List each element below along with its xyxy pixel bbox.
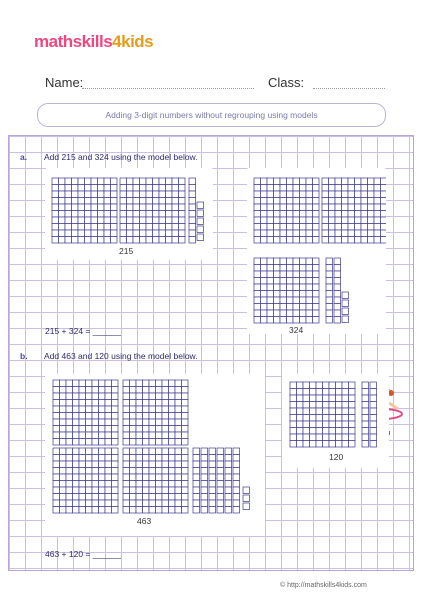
- problem-a-model2-number: 324: [289, 325, 304, 335]
- ten-rod: [209, 448, 216, 513]
- one-unit: [197, 226, 204, 233]
- hundred-flat: [123, 380, 188, 445]
- hundred-flat: [254, 258, 319, 323]
- problem-a-instruction: Add 215 and 324 using the model below.: [44, 152, 198, 162]
- ten-rod: [225, 448, 232, 513]
- ten-rod: [362, 382, 369, 447]
- one-unit: [243, 503, 250, 510]
- problem-b-model2-number: 120: [329, 452, 344, 462]
- ten-rod: [189, 178, 196, 243]
- class-label: Class:: [268, 75, 305, 90]
- hundred-flat: [53, 380, 118, 445]
- hundred-flat: [53, 448, 118, 513]
- ten-rod: [326, 258, 333, 323]
- problem-a-model2: [247, 168, 386, 334]
- hundred-flat: [123, 448, 188, 513]
- problem-b-model1: [45, 374, 265, 536]
- logo: [34, 32, 153, 52]
- ten-rod: [201, 448, 208, 513]
- one-unit: [197, 210, 204, 217]
- ten-rod: [233, 448, 240, 513]
- hundred-flat: [52, 178, 117, 243]
- one-unit: [342, 300, 349, 307]
- problem-b-model1-number: 463: [137, 516, 152, 526]
- one-unit: [197, 202, 204, 209]
- problem-b-equation: 463 + 120 = ______: [45, 549, 122, 559]
- hundred-flat: [254, 178, 319, 243]
- class-field[interactable]: [313, 87, 385, 89]
- problem-a-equation: 215 + 324 = ______: [45, 326, 122, 336]
- name-label: Name:: [45, 75, 84, 90]
- one-unit: [197, 234, 204, 241]
- problem-a-letter: a.: [20, 152, 28, 162]
- name-field[interactable]: [82, 87, 254, 89]
- ten-rod: [334, 258, 341, 323]
- one-unit: [243, 487, 250, 494]
- worksheet-title-text: Adding 3-digit numbers without regrouping using models: [105, 110, 318, 120]
- problem-b-instruction: Add 463 and 120 using the model below.: [44, 351, 198, 361]
- hundred-flat: [120, 178, 185, 243]
- one-unit: [197, 218, 204, 225]
- ten-rod: [217, 448, 224, 513]
- worksheet-title: [37, 103, 386, 127]
- one-unit: [243, 495, 250, 502]
- problem-b-letter: b.: [20, 351, 28, 361]
- problem-a-model1-number: 215: [119, 246, 134, 256]
- logo-text-b: 4kids: [112, 32, 154, 51]
- logo-text-a: mathskills: [34, 32, 113, 51]
- ten-rod: [370, 382, 377, 447]
- one-unit: [342, 292, 349, 299]
- one-unit: [342, 308, 349, 315]
- footer-copyright: © http://mathskills4kids.com: [280, 582, 367, 589]
- ten-rod: [193, 448, 200, 513]
- hundred-flat: [322, 178, 386, 243]
- one-unit: [342, 316, 349, 323]
- hundred-flat: [290, 382, 355, 447]
